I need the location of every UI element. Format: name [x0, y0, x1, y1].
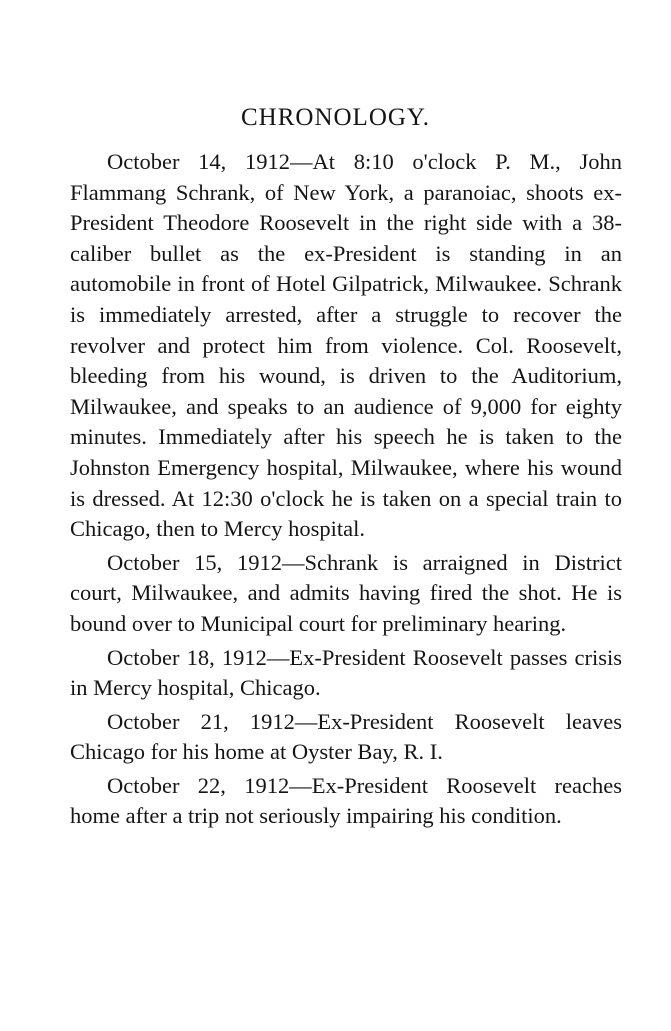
chronology-entry-oct-21: October 21, 1912—Ex-President Roosevelt leaves Chicago for his home at Oyster Bay, R. I. — [70, 708, 622, 765]
page-title: CHRONOLOGY. — [240, 104, 431, 131]
chronology-entry-oct-18: October 18, 1912—Ex-President Roosevelt passes crisis in Mercy hospital, Chicago. — [70, 644, 622, 701]
chronology-entries — [70, 147, 622, 835]
chronology-entry-oct-15: October 15, 1912—Schrank is arraigned in District court, Milwaukee, and admits having fired the shot. He is bound over to Municipal court for preliminary hearing. — [70, 549, 622, 636]
chronology-entry-oct-14: October 14, 1912—At 8:10 o'clock P. M., John Flammang Schrank, of New York, a paranoiac, shoots ex-President Theodore Roosevelt in the right side with a 38-caliber bullet as the ex-President is standing in an automobile in front of Hotel Gilpatrick, Milwaukee. Schrank is immediately arrested, after a struggle to recover the revolver and protect him from violence. Col. Roosevelt, bleeding from his wound, is driven to the Auditorium, Milwaukee, and speaks to an audience of 9,000 for eighty minutes. Immediately after his speech he is taken to the Johnston Emergency hospital, Milwaukee, where his wound is dressed. At 12:30 o'clock he is taken on a special train to Chicago, then to Mercy hospital. — [70, 149, 622, 542]
chronology-entry-oct-22: October 22, 1912—Ex-President Roosevelt reaches home after a trip not seriously impairing his condition. — [70, 772, 622, 829]
